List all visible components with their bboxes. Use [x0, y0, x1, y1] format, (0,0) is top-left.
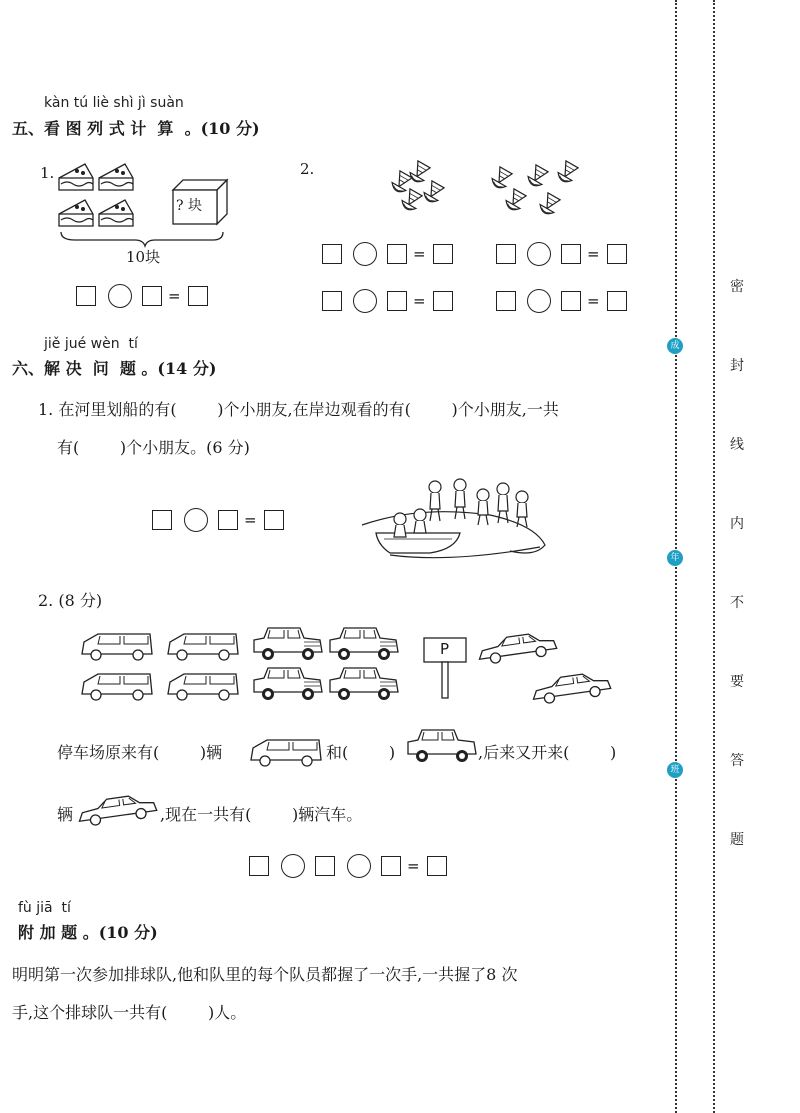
seal-char: 不 — [730, 595, 744, 611]
bonus-pinyin: fù jiā tí — [18, 900, 71, 916]
answer-box[interactable] — [76, 286, 96, 306]
seal-char: 要 — [730, 674, 744, 690]
seal-char: 内 — [730, 516, 744, 532]
van-icon — [249, 730, 323, 770]
operator-circle[interactable] — [353, 289, 377, 313]
q2-text-e: ,现在一共有( )辆汽车。 — [160, 805, 363, 824]
answer-box[interactable] — [427, 856, 447, 876]
answer-box[interactable] — [561, 244, 581, 264]
operator-circle[interactable] — [184, 508, 208, 532]
q2-text-b: 和( ) — [326, 743, 396, 762]
operator-circle[interactable] — [527, 289, 551, 313]
bonus-line2: 手,这个排球队一共有( )人。 — [12, 1003, 247, 1022]
answer-box[interactable] — [152, 510, 172, 530]
answer-box[interactable] — [607, 244, 627, 264]
box-label: ? 块 — [176, 198, 202, 214]
answer-box[interactable] — [322, 244, 342, 264]
section6-title: 六、解 决 问 题 。(14 分) — [12, 359, 217, 378]
margin-badge: 班 — [667, 762, 683, 778]
total-label: 10块 — [126, 248, 161, 266]
operator-circle[interactable] — [347, 854, 371, 878]
operator-circle[interactable] — [353, 242, 377, 266]
equals-sign: = — [413, 245, 426, 263]
q1-text-line2: 有( )个小朋友。(6 分) — [57, 438, 250, 457]
answer-box[interactable] — [142, 286, 162, 306]
answer-box[interactable] — [249, 856, 269, 876]
boat-children-illustration — [360, 475, 550, 565]
answer-box[interactable] — [433, 244, 453, 264]
section5-title: 五、看 图 列 式 计 算 。(10 分) — [12, 119, 260, 138]
seal-char: 密 — [730, 279, 744, 295]
answer-box[interactable] — [381, 856, 401, 876]
answer-box[interactable] — [264, 510, 284, 530]
section5-pinyin: kàn tú liè shì jì suàn — [44, 95, 184, 111]
q2-label: 2. (8 分) — [38, 591, 103, 610]
seal-char: 封 — [730, 358, 744, 374]
parking-lot-illustration — [80, 622, 620, 704]
q2-text-a: 停车场原来有( )辆 — [57, 743, 223, 762]
equals-sign: = — [168, 287, 181, 305]
q1-number: 1. — [40, 164, 55, 182]
equals-sign: = — [413, 292, 426, 310]
answer-box[interactable] — [387, 244, 407, 264]
binding-dotted-line — [713, 0, 715, 1113]
answer-box[interactable] — [387, 291, 407, 311]
equals-sign: = — [407, 857, 420, 875]
seal-char: 题 — [730, 832, 744, 848]
seal-char: 线 — [730, 437, 744, 453]
parking-sign-letter: P — [440, 640, 450, 658]
answer-box[interactable] — [315, 856, 335, 876]
margin-badge: 成 — [667, 338, 683, 354]
equals-sign: = — [587, 292, 600, 310]
answer-box[interactable] — [188, 286, 208, 306]
margin-badge: 年 — [667, 550, 683, 566]
equals-sign: = — [587, 245, 600, 263]
equals-sign: = — [244, 511, 257, 529]
cake-illustration — [55, 160, 230, 260]
operator-circle[interactable] — [281, 854, 305, 878]
bonus-title: 附 加 题 。(10 分) — [18, 923, 158, 942]
answer-box[interactable] — [218, 510, 238, 530]
q2-text-d: 辆 — [57, 805, 74, 824]
seal-char: 答 — [730, 753, 744, 769]
sedan-icon — [76, 790, 160, 828]
q2-number: 2. — [300, 160, 315, 178]
jeep-icon — [406, 726, 478, 768]
answer-box[interactable] — [433, 291, 453, 311]
section6-pinyin: jiě jué wèn tí — [44, 336, 138, 352]
bonus-line1: 明明第一次参加排球队,他和队里的每个队员都握了一次手,一共握了8 次 — [12, 965, 518, 984]
operator-circle[interactable] — [527, 242, 551, 266]
answer-box[interactable] — [607, 291, 627, 311]
answer-box[interactable] — [322, 291, 342, 311]
ice-cream-illustration — [390, 153, 590, 223]
answer-box[interactable] — [496, 291, 516, 311]
answer-box[interactable] — [561, 291, 581, 311]
operator-circle[interactable] — [108, 284, 132, 308]
q2-text-c: ,后来又开来( ) — [478, 743, 617, 762]
q1-text-line1: 1. 在河里划船的有( )个小朋友,在岸边观看的有( )个小朋友,一共 — [38, 400, 559, 419]
answer-box[interactable] — [496, 244, 516, 264]
